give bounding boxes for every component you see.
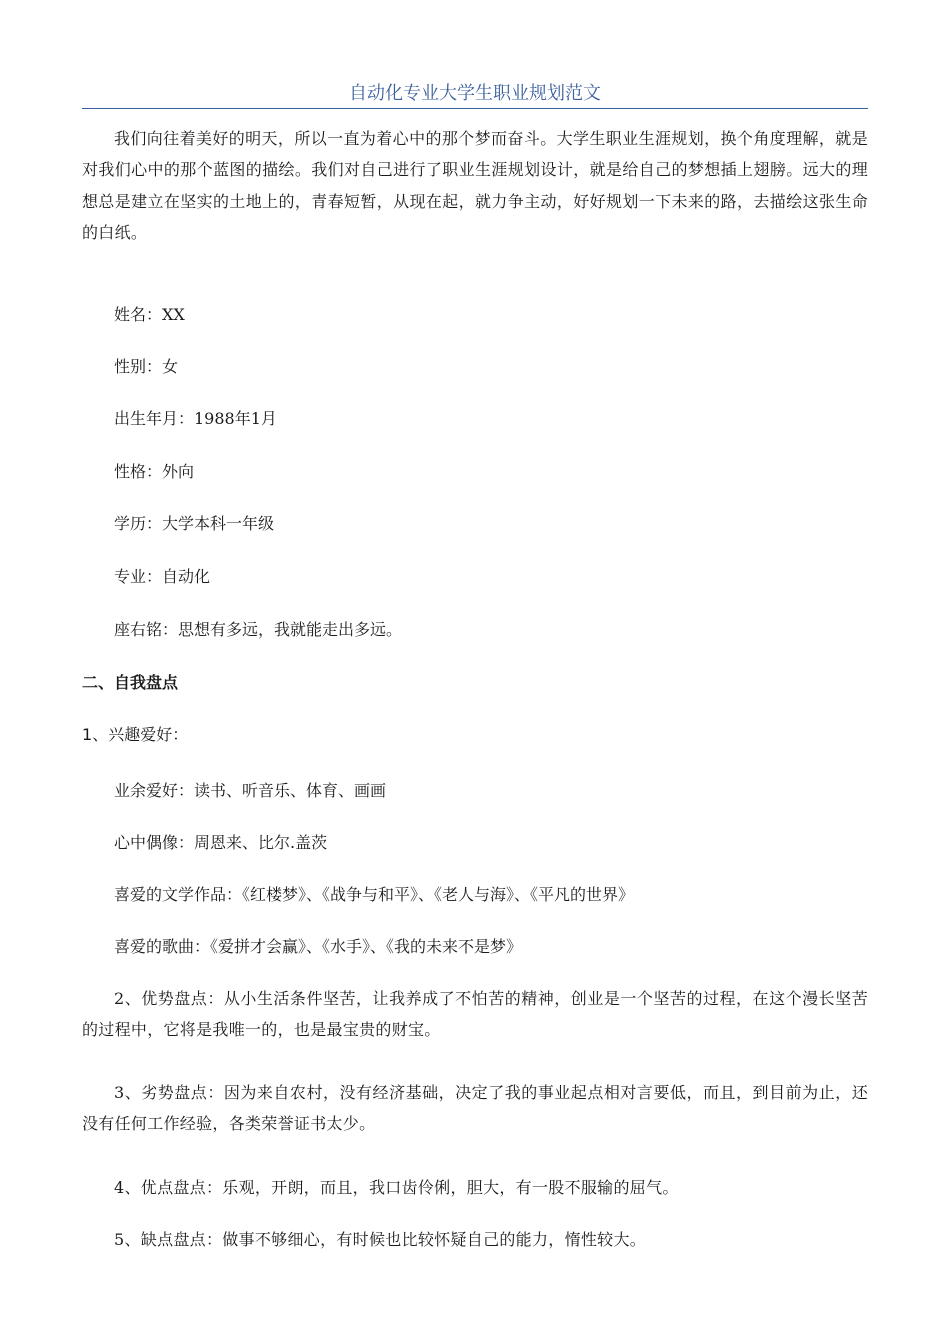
merits-paragraph: 4、优点盘点：乐观，开朗，而且，我口齿伶俐，胆大，有一股不服输的屈气。	[114, 1178, 679, 1197]
section-heading-self-review: 二、自我盘点	[82, 673, 179, 692]
hobby-idol: 心中偶像：周恩来、比尔.盖茨	[114, 833, 328, 852]
document-title: 自动化专业大学生职业规划范文	[82, 80, 868, 109]
profile-education: 学历：大学本科一年级	[114, 514, 275, 533]
strengths-paragraph: 2、优势盘点：从小生活条件坚苦，让我养成了不怕苦的精神，创业是一个坚苦的过程，在这个漫长坚苦的过程中，它将是我唯一的，也是最宝贵的财宝。	[82, 989, 868, 1040]
document-page	[82, 0, 868, 1249]
item-number: 1	[82, 725, 93, 744]
intro-paragraph: 我们向往着美好的明天，所以一直为着心中的那个梦而奋斗。大学生职业生涯规划，换个角度理解，就是对我们心中的那个蓝图的描绘。我们对自己进行了职业生涯规划设计，就是给自己的梦想插上翅膀。远大的理想总是建立在坚实的土地上的，青春短暂，从现在起，就力争主动，好好规划一下未来的路，去描绘这张生命的白纸。	[82, 129, 868, 242]
defects-paragraph: 5、缺点盘点：做事不够细心，有时候也比较怀疑自己的能力，惰性较大。	[114, 1230, 647, 1249]
profile-birth: 出生年月：1988年1月	[114, 409, 277, 428]
profile-personality: 性格：外向	[114, 462, 195, 481]
item-label: 、兴趣爱好：	[92, 725, 189, 744]
profile-motto: 座右铭：思想有多远，我就能走出多远。	[114, 620, 403, 639]
weaknesses-paragraph: 3、劣势盘点：因为来自农村，没有经济基础，决定了我的事业起点相对言要低，而且，到目前为止，还没有任何工作经验，各类荣誉证书太少。	[82, 1083, 868, 1134]
hobby-literature: 喜爱的文学作品：《红楼梦》、《战争与和平》、《老人与海》、《平凡的世界》	[114, 885, 635, 904]
hobby-leisure: 业余爱好：读书、听音乐、体育、画画	[114, 781, 387, 800]
profile-gender: 性别：女	[114, 357, 179, 376]
item-heading-hobbies	[82, 724, 188, 746]
profile-name: 姓名：XX	[114, 305, 185, 324]
profile-major: 专业：自动化	[114, 567, 211, 586]
hobby-songs: 喜爱的歌曲：《爱拼才会赢》、《水手》、《我的未来不是梦》	[114, 937, 523, 956]
